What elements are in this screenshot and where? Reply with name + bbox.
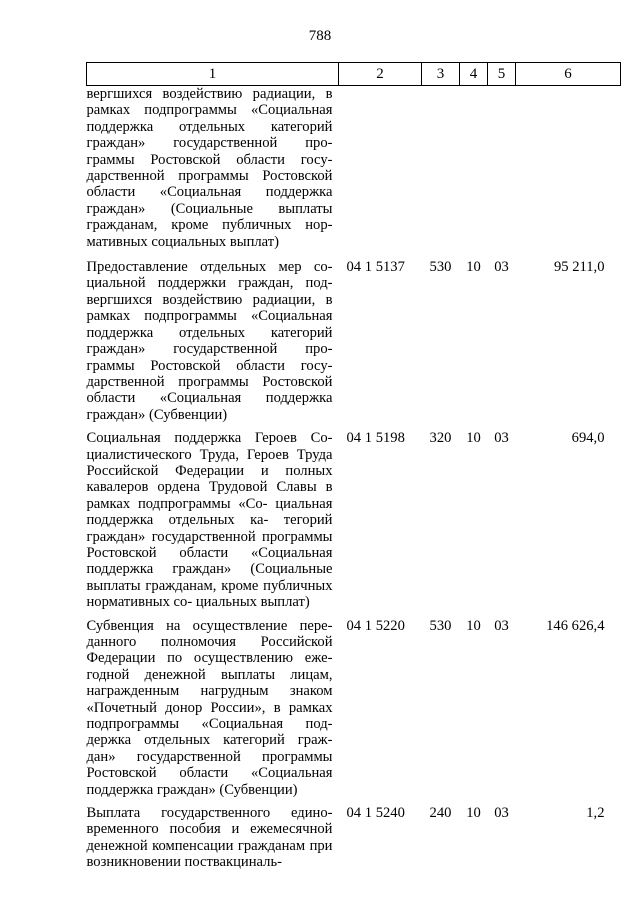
description-line: циальная поддержка отдельных ка- xyxy=(86,495,333,529)
row-description xyxy=(87,430,339,617)
row-target-code: 04 1 5198 xyxy=(346,430,405,447)
description-line: мативных социальных выплат) xyxy=(86,233,279,250)
description-line: граждан» государственной про- xyxy=(86,341,333,358)
description-line: граммы Ростовской области госу- xyxy=(86,151,333,168)
description-line: циалистического Труда, Героев xyxy=(86,446,289,463)
description-line: «Почетный донор России», в рамках xyxy=(86,699,333,716)
row-expense-type: 530 xyxy=(429,617,452,634)
description-line: программы Ростовской области xyxy=(86,528,333,561)
table-body xyxy=(87,86,621,878)
description-line: граждан» (Субвенции) xyxy=(86,406,228,423)
row-expense-type xyxy=(422,86,460,260)
column-header-5: 5 xyxy=(488,63,516,86)
row-description xyxy=(87,86,339,260)
table-row xyxy=(87,618,621,805)
description-line: «Социальная поддержка граждан» xyxy=(86,544,333,578)
description-line: тегорий граждан» государственной xyxy=(86,512,333,545)
row-amount: 694,0 xyxy=(571,430,605,447)
row-target-code: 04 1 5220 xyxy=(346,617,405,634)
table-header xyxy=(87,63,621,86)
description-line: рамках подпрограммы «Социальная xyxy=(86,308,333,325)
description-line: данного полномочия Российской xyxy=(86,634,333,650)
table-row xyxy=(87,430,621,617)
description-line: дан» государственной программы xyxy=(86,748,333,765)
row-description xyxy=(87,618,339,805)
description-line: кроме публичных нормативных со- xyxy=(86,577,333,611)
row-expense-type: 530 xyxy=(429,259,452,276)
description-line: (Социальные выплаты гражданам, xyxy=(86,561,333,594)
description-line: циальных выплат) xyxy=(195,594,310,611)
description-line: поддержка граждан» (Субвенции) xyxy=(86,781,298,798)
row-section: 10 xyxy=(466,805,481,822)
description-line: гражданам, кроме публичных нор- xyxy=(86,217,333,234)
description-line: денежной компенсации гражданам xyxy=(86,837,306,854)
description-line: держка отдельных категорий граж- xyxy=(86,732,333,749)
description-line: Труда Российской Федерации и xyxy=(86,446,333,479)
row-amount: 146 626,4 xyxy=(546,617,605,634)
description-line: Субвенция на осуществление пере- xyxy=(86,617,333,634)
description-line: вергшихся воздействию радиации, в xyxy=(86,291,333,308)
row-description xyxy=(87,259,339,430)
row-expense-type: 320 xyxy=(429,430,452,447)
column-header-4: 4 xyxy=(460,63,488,86)
description-line: Федерации по осуществлению еже- xyxy=(86,650,333,667)
column-header-3: 3 xyxy=(422,63,460,86)
row-subsection: 03 xyxy=(494,430,509,447)
row-subsection: 03 xyxy=(494,259,509,276)
description-line: области «Социальная поддержка xyxy=(86,390,333,407)
description-line: вергшихся воздействию радиации, в xyxy=(86,86,333,102)
row-section: 10 xyxy=(466,259,481,276)
row-section xyxy=(460,86,488,260)
description-line: граждан» (Социальные выплаты xyxy=(86,200,333,217)
description-line: граммы Ростовской области госу- xyxy=(86,357,333,374)
row-section: 10 xyxy=(466,430,481,447)
description-line: циальной поддержки граждан, под- xyxy=(86,275,333,292)
description-line: поддержка отдельных категорий xyxy=(86,324,333,341)
description-line: области «Социальная поддержка xyxy=(86,184,333,201)
description-line: Ростовской области «Социальная xyxy=(86,765,333,782)
description-line: дарственной программы Ростовской xyxy=(86,168,333,185)
table-row xyxy=(87,86,621,260)
description-line: Предоставление отдельных мер со- xyxy=(86,259,333,276)
row-target-code: 04 1 5240 xyxy=(346,805,405,822)
row-amount: 95 211,0 xyxy=(553,259,605,276)
row-expense-type: 240 xyxy=(429,805,452,822)
description-line: временного пособия и ежемесячной xyxy=(86,821,333,838)
description-line: награжденным нагрудным знаком xyxy=(86,683,333,700)
column-header-1: 1 xyxy=(87,63,339,86)
row-subsection: 03 xyxy=(494,617,509,634)
row-target-code: 04 1 5137 xyxy=(346,259,405,276)
page-number: 788 xyxy=(308,28,332,44)
description-line: подпрограммы «Социальная под- xyxy=(86,716,333,733)
description-line: полных кавалеров ордена Трудовой xyxy=(86,462,333,496)
row-subsection: 03 xyxy=(494,805,509,822)
table-row xyxy=(87,259,621,430)
row-amount: 1,2 xyxy=(586,805,605,822)
column-header-2: 2 xyxy=(339,63,422,86)
row-target-code xyxy=(339,86,422,260)
description-line: Выплата государственного едино- xyxy=(86,805,333,822)
budget-table xyxy=(86,62,621,878)
budget-table-container xyxy=(86,62,621,878)
description-line: поддержка отдельных категорий xyxy=(86,118,333,135)
description-line: Славы в рамках подпрограммы «Со- xyxy=(86,479,333,512)
description-line: рамках подпрограммы «Социальная xyxy=(86,102,333,119)
description-line: граждан» государственной про- xyxy=(86,135,333,152)
description-line: при возникновении поствакциналь- xyxy=(86,837,333,871)
description-line: годной денежной выплаты лицам, xyxy=(86,666,333,683)
description-line: Социальная поддержка Героев Со- xyxy=(86,430,333,447)
header-row xyxy=(87,63,621,86)
table-row xyxy=(87,805,621,878)
row-description xyxy=(87,805,339,878)
row-section: 10 xyxy=(466,617,481,634)
row-subsection xyxy=(488,86,516,260)
description-line: дарственной программы Ростовской xyxy=(86,373,333,390)
column-header-6: 6 xyxy=(516,63,621,86)
row-amount xyxy=(516,86,621,260)
